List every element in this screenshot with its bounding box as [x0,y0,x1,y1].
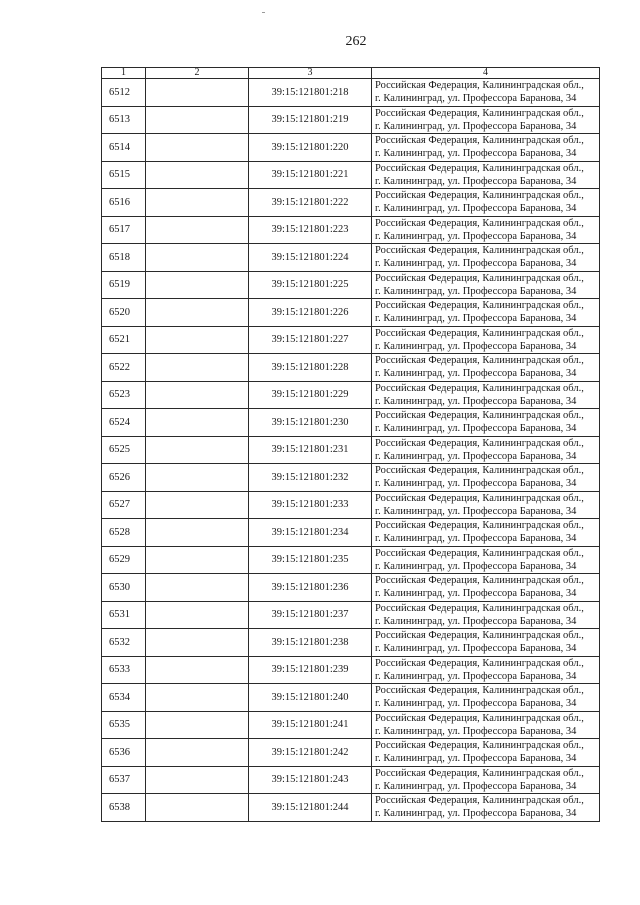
page-number-text: 262 [345,34,367,49]
cadastral-number-cell: 39:15:121801:220 [249,134,372,162]
empty-cell [146,106,249,134]
header-col-3: 3 [249,68,372,79]
address-line-1: Российская Федерация, Калининградская обл., [375,190,584,202]
row-number-cell: 6513 [102,106,146,134]
address-cell [372,216,600,244]
cadastral-number-cell: 39:15:121801:239 [249,656,372,684]
empty-cell [146,79,249,107]
empty-cell [146,134,249,162]
row-number-cell: 6512 [102,79,146,107]
address-line-2: г. Калининград, ул. Профессора Баранова, 34 [375,120,577,132]
address-line-2: г. Калининград, ул. Профессора Баранова, 34 [375,258,577,270]
cadastral-number-cell: 39:15:121801:232 [249,464,372,492]
row-number-cell: 6537 [102,766,146,794]
table-body [102,79,600,822]
table-header [102,68,600,79]
address-line-1: Российская Федерация, Калининградская обл., [375,272,584,284]
header-col-1: 1 [102,68,146,79]
address-line-1: Российская Федерация, Калининградская обл., [375,300,584,312]
page-number [0,34,640,50]
address-line-2: г. Калининград, ул. Профессора Баранова, 34 [375,313,577,325]
table-row [102,354,600,382]
row-number-cell: 6516 [102,189,146,217]
address-cell [372,711,600,739]
address-line-1: Российская Федерация, Калининградская обл., [375,437,584,449]
address-line-2: г. Калининград, ул. Профессора Баранова, 34 [375,395,577,407]
cadastral-number-cell: 39:15:121801:225 [249,271,372,299]
empty-cell [146,464,249,492]
address-line-2: г. Калининград, ул. Профессора Баранова, 34 [375,340,577,352]
row-number-cell: 6531 [102,601,146,629]
address-cell [372,656,600,684]
address-line-1: Российская Федерация, Калининградская обл., [375,162,584,174]
cadastral-number-cell: 39:15:121801:227 [249,326,372,354]
empty-cell [146,684,249,712]
registry-table [101,67,600,822]
cadastral-number-cell: 39:15:121801:235 [249,546,372,574]
address-line-1: Российская Федерация, Калининградская обл., [375,492,584,504]
address-cell [372,519,600,547]
address-cell [372,79,600,107]
row-number-cell: 6533 [102,656,146,684]
address-cell [372,684,600,712]
header-row [102,68,600,79]
address-cell [372,601,600,629]
address-cell [372,546,600,574]
address-line-2: г. Калининград, ул. Профессора Баранова, 34 [375,478,577,490]
empty-cell [146,519,249,547]
address-line-1: Российская Федерация, Калининградская обл., [375,107,584,119]
row-number-cell: 6517 [102,216,146,244]
header-col-2: 2 [146,68,249,79]
address-line-1: Российская Федерация, Калининградская обл., [375,135,584,147]
table-row [102,464,600,492]
cadastral-number-cell: 39:15:121801:221 [249,161,372,189]
address-cell [372,106,600,134]
address-line-2: г. Калининград, ул. Профессора Баранова, 34 [375,368,577,380]
table-row [102,601,600,629]
address-line-1: Российская Федерация, Калининградская обл., [375,245,584,257]
cadastral-number-cell: 39:15:121801:224 [249,244,372,272]
table-row [102,381,600,409]
address-line-1: Российская Федерация, Калининградская обл., [375,575,584,587]
address-cell [372,491,600,519]
empty-cell [146,656,249,684]
address-line-2: г. Калининград, ул. Профессора Баранова, 34 [375,203,577,215]
address-cell [372,326,600,354]
empty-cell [146,436,249,464]
cadastral-number-cell: 39:15:121801:242 [249,739,372,767]
address-line-1: Российская Федерация, Калининградская обл., [375,547,584,559]
address-line-2: г. Калининград, ул. Профессора Баранова, 34 [375,780,577,792]
cadastral-number-cell: 39:15:121801:222 [249,189,372,217]
table-row [102,519,600,547]
empty-cell [146,491,249,519]
empty-cell [146,244,249,272]
address-line-1: Российская Федерация, Калининградская обл., [375,410,584,422]
address-cell [372,629,600,657]
table-row [102,766,600,794]
row-number-cell: 6514 [102,134,146,162]
address-line-2: г. Калининград, ул. Профессора Баранова, 34 [375,560,577,572]
row-number-cell: 6532 [102,629,146,657]
table-row [102,409,600,437]
address-line-2: г. Калининград, ул. Профессора Баранова, 34 [375,423,577,435]
address-cell [372,299,600,327]
address-line-2: г. Калининград, ул. Профессора Баранова, 34 [375,725,577,737]
table-row [102,684,600,712]
address-cell [372,381,600,409]
table-row [102,326,600,354]
address-line-1: Российская Федерация, Калининградская обл., [375,657,584,669]
empty-cell [146,409,249,437]
address-line-2: г. Калининград, ул. Профессора Баранова, 34 [375,588,577,600]
address-line-2: г. Калининград, ул. Профессора Баранова, 34 [375,230,577,242]
address-line-1: Российская Федерация, Калининградская обл., [375,382,584,394]
address-cell [372,794,600,822]
empty-cell [146,601,249,629]
address-cell [372,134,600,162]
address-line-2: г. Калининград, ул. Профессора Баранова, 34 [375,450,577,462]
address-line-1: Российская Федерация, Калининградская обл., [375,465,584,477]
address-line-2: г. Калининград, ул. Профессора Баранова, 34 [375,505,577,517]
table-row [102,189,600,217]
empty-cell [146,271,249,299]
address-line-1: Российская Федерация, Калининградская обл., [375,767,584,779]
table-row [102,711,600,739]
row-number-cell: 6520 [102,299,146,327]
empty-cell [146,766,249,794]
address-line-1: Российская Федерация, Калининградская обл., [375,795,584,807]
cadastral-number-cell: 39:15:121801:226 [249,299,372,327]
address-line-1: Российская Федерация, Калининградская обл., [375,602,584,614]
row-number-cell: 6522 [102,354,146,382]
row-number-cell: 6530 [102,574,146,602]
row-number-cell: 6521 [102,326,146,354]
cadastral-number-cell: 39:15:121801:240 [249,684,372,712]
table-row [102,134,600,162]
scan-mark [262,12,265,13]
empty-cell [146,326,249,354]
cadastral-number-cell: 39:15:121801:229 [249,381,372,409]
address-line-1: Российская Федерация, Калининградская обл., [375,80,584,92]
table-row [102,161,600,189]
cadastral-number-cell: 39:15:121801:231 [249,436,372,464]
address-line-2: г. Калининград, ул. Профессора Баранова, 34 [375,753,577,765]
cadastral-number-cell: 39:15:121801:223 [249,216,372,244]
address-line-2: г. Калининград, ул. Профессора Баранова, 34 [375,148,577,160]
empty-cell [146,299,249,327]
row-number-cell: 6515 [102,161,146,189]
table-row [102,216,600,244]
cadastral-number-cell: 39:15:121801:243 [249,766,372,794]
address-line-1: Российская Федерация, Калининградская обл., [375,712,584,724]
table-row [102,491,600,519]
row-number-cell: 6519 [102,271,146,299]
address-line-1: Российская Федерация, Калининградская обл., [375,630,584,642]
address-line-2: г. Калининград, ул. Профессора Баранова, 34 [375,93,577,105]
address-cell [372,189,600,217]
empty-cell [146,354,249,382]
table-row [102,271,600,299]
address-line-2: г. Калининград, ул. Профессора Баранова, 34 [375,698,577,710]
cadastral-number-cell: 39:15:121801:244 [249,794,372,822]
cadastral-number-cell: 39:15:121801:228 [249,354,372,382]
table-row [102,436,600,464]
empty-cell [146,739,249,767]
empty-cell [146,161,249,189]
address-cell [372,436,600,464]
address-line-1: Российская Федерация, Калининградская обл., [375,740,584,752]
address-line-2: г. Калининград, ул. Профессора Баранова, 34 [375,285,577,297]
address-cell [372,271,600,299]
table-row [102,574,600,602]
table-row [102,629,600,657]
address-line-1: Российская Федерация, Калининградская обл., [375,520,584,532]
address-cell [372,574,600,602]
row-number-cell: 6524 [102,409,146,437]
row-number-cell: 6525 [102,436,146,464]
address-line-1: Российская Федерация, Калининградская обл., [375,685,584,697]
header-col-4: 4 [372,68,600,79]
address-line-1: Российская Федерация, Калининградская обл., [375,327,584,339]
cadastral-number-cell: 39:15:121801:236 [249,574,372,602]
address-cell [372,354,600,382]
cadastral-number-cell: 39:15:121801:238 [249,629,372,657]
row-number-cell: 6518 [102,244,146,272]
row-number-cell: 6536 [102,739,146,767]
table-row [102,79,600,107]
row-number-cell: 6523 [102,381,146,409]
table-row [102,656,600,684]
table-row [102,794,600,822]
cadastral-number-cell: 39:15:121801:219 [249,106,372,134]
address-line-2: г. Калининград, ул. Профессора Баранова, 34 [375,643,577,655]
address-line-2: г. Калининград, ул. Профессора Баранова, 34 [375,175,577,187]
address-line-1: Российская Федерация, Калининградская обл., [375,355,584,367]
table-row [102,244,600,272]
row-number-cell: 6535 [102,711,146,739]
address-cell [372,464,600,492]
empty-cell [146,381,249,409]
address-cell [372,409,600,437]
row-number-cell: 6538 [102,794,146,822]
empty-cell [146,629,249,657]
empty-cell [146,216,249,244]
table-row [102,739,600,767]
cadastral-number-cell: 39:15:121801:237 [249,601,372,629]
address-cell [372,161,600,189]
address-cell [372,244,600,272]
cadastral-number-cell: 39:15:121801:233 [249,491,372,519]
table-row [102,106,600,134]
address-line-1: Российская Федерация, Калининградская обл., [375,217,584,229]
row-number-cell: 6527 [102,491,146,519]
row-number-cell: 6529 [102,546,146,574]
row-number-cell: 6528 [102,519,146,547]
address-line-2: г. Калининград, ул. Профессора Баранова, 34 [375,670,577,682]
cadastral-number-cell: 39:15:121801:218 [249,79,372,107]
empty-cell [146,794,249,822]
cadastral-number-cell: 39:15:121801:241 [249,711,372,739]
empty-cell [146,711,249,739]
address-line-2: г. Калининград, ул. Профессора Баранова, 34 [375,533,577,545]
empty-cell [146,189,249,217]
address-cell [372,739,600,767]
cadastral-number-cell: 39:15:121801:230 [249,409,372,437]
cadastral-number-cell: 39:15:121801:234 [249,519,372,547]
address-line-2: г. Калининград, ул. Профессора Баранова, 34 [375,615,577,627]
table-row [102,299,600,327]
empty-cell [146,546,249,574]
address-line-2: г. Калининград, ул. Профессора Баранова, 34 [375,808,577,820]
empty-cell [146,574,249,602]
address-cell [372,766,600,794]
row-number-cell: 6534 [102,684,146,712]
table-row [102,546,600,574]
row-number-cell: 6526 [102,464,146,492]
